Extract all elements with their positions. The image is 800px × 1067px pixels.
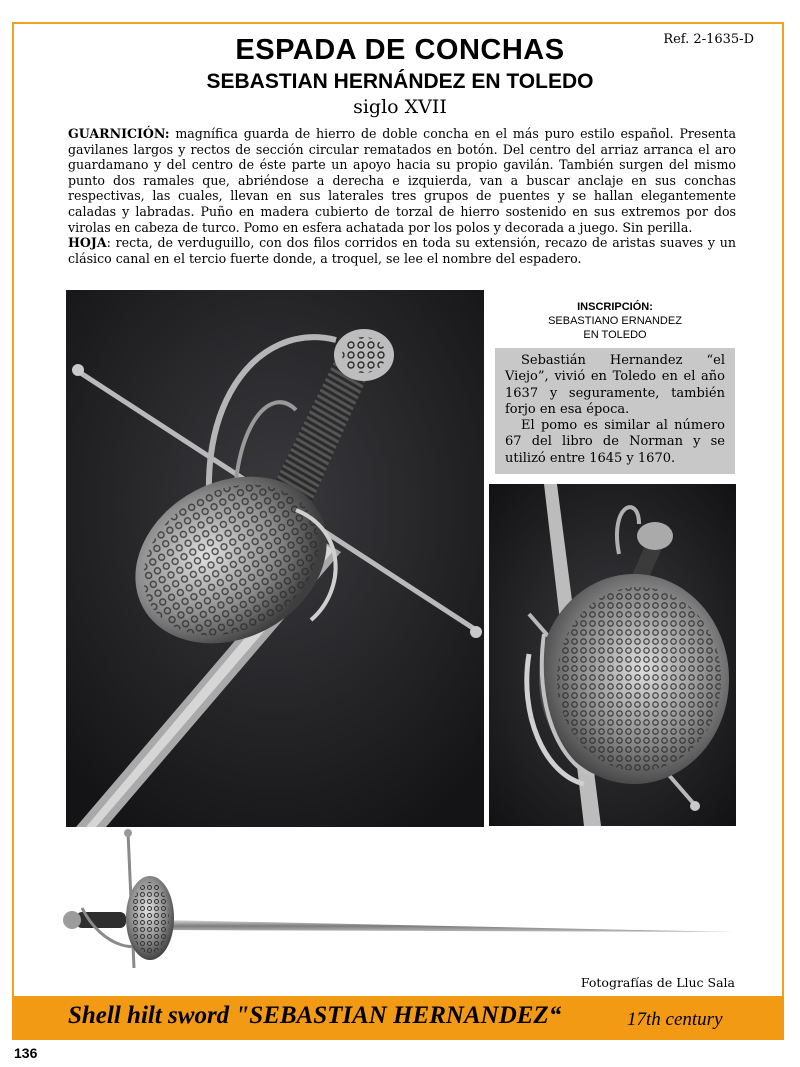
inscription-heading: INSCRIPCIÓN: bbox=[577, 301, 653, 313]
guarnicion-paragraph bbox=[68, 126, 736, 235]
photo-credit: Fotografías de Lluc Sala bbox=[580, 975, 735, 990]
hoja-paragraph bbox=[68, 235, 736, 266]
hilt-front-illustration bbox=[66, 290, 484, 827]
page-number: 136 bbox=[14, 1045, 38, 1061]
full-sword-illustration bbox=[62, 828, 742, 973]
century-label: siglo XVII bbox=[353, 96, 447, 118]
guarnicion-label: GUARNICIÓN: bbox=[68, 126, 170, 141]
historical-note bbox=[495, 348, 735, 474]
photo-hilt-side bbox=[489, 484, 736, 826]
hilt-side-illustration bbox=[489, 484, 736, 826]
page-title: ESPADA DE CONCHAS bbox=[235, 34, 565, 66]
inscription-block bbox=[495, 300, 735, 342]
english-century: 17th century bbox=[627, 1009, 723, 1030]
photo-hilt-front bbox=[66, 290, 484, 827]
reference-number: Ref. 2-1635-D bbox=[663, 32, 754, 47]
inscription-line-2: EN TOLEDO bbox=[583, 329, 647, 341]
guarnicion-text: magnífica guarda de hierro de doble concha en el más puro estilo español. Presenta gavilanes largos y rectos de sección circular rematados en botón. Del centro del arriaz arranca el aro guardamano y del centro de éste parte un apoyo hacia su propio gavilán. También surgen del mismo punto dos ramales que, abriéndose a derecha e izquierda, van a buscar anclaje en sus conchas respectivas, las cuales, llevan en sus laterales tres grupos de puentes y se hallan elegantemente caladas y labradas. Puño en madera cubierto de torzal de hierro sostenido en sus extremos por dos virolas en cabeza de turco. Pomo en esfera achatada por los polos y decorada a juego. Sin perilla. bbox=[68, 126, 736, 235]
inscription-line-1: SEBASTIANO ERNANDEZ bbox=[548, 315, 682, 327]
photo-full-sword bbox=[62, 828, 742, 973]
page-subtitle: SEBASTIAN HERNÁNDEZ EN TOLEDO bbox=[206, 70, 594, 93]
description bbox=[68, 126, 736, 266]
hoja-text: : recta, de verduguillo, con dos filos corridos en toda su extensión, recazo de aristas suaves y un clásico canal en el tercio fuerte donde, a troquel, se lee el nombre del espadero. bbox=[68, 235, 736, 266]
hoja-label: HOJA bbox=[68, 235, 107, 251]
note-paragraph-2: El pomo es similar al número 67 del libro de Norman y se utilizó entre 1645 y 1670. bbox=[505, 418, 725, 466]
note-paragraph-1: Sebastián Hernandez “el Viejo”, vivió en Toledo en el año 1637 y seguramente, también forjo en esa época. bbox=[505, 353, 725, 417]
english-title: Shell hilt sword "SEBASTIAN HERNANDEZ“ bbox=[68, 1002, 562, 1029]
